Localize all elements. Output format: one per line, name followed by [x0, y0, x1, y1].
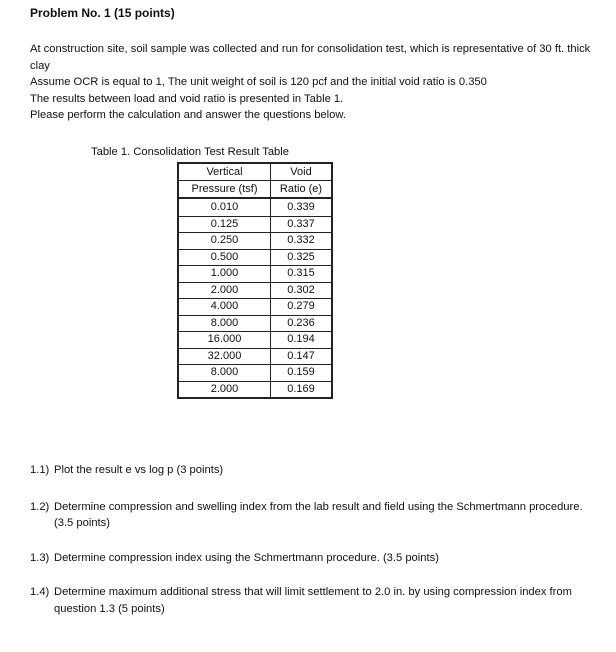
void-ratio-cell: 0.302 [271, 282, 333, 299]
pressure-cell: 4.000 [178, 299, 271, 316]
intro-line-3: The results between load and void ratio is presented in Table 1. [30, 92, 344, 105]
table-row [178, 332, 332, 349]
void-ratio-cell: 0.147 [271, 348, 333, 365]
header-pressure-line2: Pressure (tsf) [178, 181, 271, 199]
problem-intro [30, 41, 595, 124]
table-caption: Table 1. Consolidation Test Result Table [91, 146, 289, 158]
intro-line-4: Please perform the calculation and answer the questions below. [30, 109, 346, 122]
question-text: Plot the result e vs log p (3 points) [54, 464, 224, 476]
pressure-cell: 1.000 [178, 266, 271, 283]
table-row [178, 299, 332, 316]
pressure-cell: 0.010 [178, 198, 271, 216]
void-ratio-cell: 0.169 [271, 381, 333, 398]
question-number: 1.4) [30, 586, 50, 599]
void-ratio-cell: 0.236 [271, 315, 333, 332]
table-header-row-2 [178, 181, 332, 199]
question-number: 1.2) [30, 500, 50, 513]
pressure-cell: 0.500 [178, 249, 271, 266]
table-row [178, 266, 332, 283]
question-number: 1.3) [30, 551, 50, 564]
void-ratio-cell: 0.194 [271, 332, 333, 349]
table-body [178, 198, 332, 398]
void-ratio-cell: 0.332 [271, 233, 333, 250]
pressure-cell: 0.125 [178, 216, 271, 233]
table-row [178, 348, 332, 365]
header-void-line2: Ratio (e) [271, 181, 333, 199]
pressure-cell: 8.000 [178, 315, 271, 332]
void-ratio-cell: 0.159 [271, 365, 333, 382]
void-ratio-cell: 0.315 [271, 266, 333, 283]
table-row [178, 216, 332, 233]
table-row [178, 282, 332, 299]
void-ratio-cell: 0.339 [271, 198, 333, 216]
table-header-row-1 [178, 163, 332, 181]
question-text: Determine compression index using the Schmertmann procedure. (3.5 points) [54, 551, 439, 564]
void-ratio-cell: 0.279 [271, 299, 333, 316]
intro-line-1: At construction site, soil sample was collected and run for consolidation test, which is representative of 30 ft. thick clay [30, 43, 591, 72]
pressure-cell: 32.000 [178, 348, 271, 365]
question-1-2 [30, 499, 595, 532]
pressure-cell: 2.000 [178, 381, 271, 398]
intro-line-2: Assume OCR is equal to 1, The unit weight of soil is 120 pcf and the initial void ratio is 0.350 [30, 76, 487, 89]
table-row [178, 233, 332, 250]
pressure-cell: 8.000 [178, 365, 271, 382]
table-row [178, 315, 332, 332]
question-1-3 [30, 550, 595, 567]
question-text: Determine maximum additional stress that will limit settlement to 2.0 in. by using compression index from question 1.3 (5 points) [54, 586, 572, 615]
table-row [178, 198, 332, 216]
header-pressure-line1: Vertical [178, 163, 271, 181]
problem-title: Problem No. 1 (15 points) [30, 6, 175, 20]
table-row [178, 365, 332, 382]
question-1-1 [30, 462, 595, 479]
table-row [178, 249, 332, 266]
question-1-4 [30, 584, 595, 617]
questions-list [30, 462, 595, 618]
pressure-cell: 2.000 [178, 282, 271, 299]
pressure-cell: 16.000 [178, 332, 271, 349]
table-row [178, 381, 332, 398]
consolidation-table [177, 162, 333, 399]
pressure-cell: 0.250 [178, 233, 271, 250]
question-text: Determine compression and swelling index from the lab result and field using the Schmertmann procedure. (3.5 points) [54, 500, 583, 530]
header-void-line1: Void [271, 163, 333, 181]
void-ratio-cell: 0.325 [271, 249, 333, 266]
void-ratio-cell: 0.337 [271, 216, 333, 233]
question-number: 1.1) [30, 464, 50, 476]
